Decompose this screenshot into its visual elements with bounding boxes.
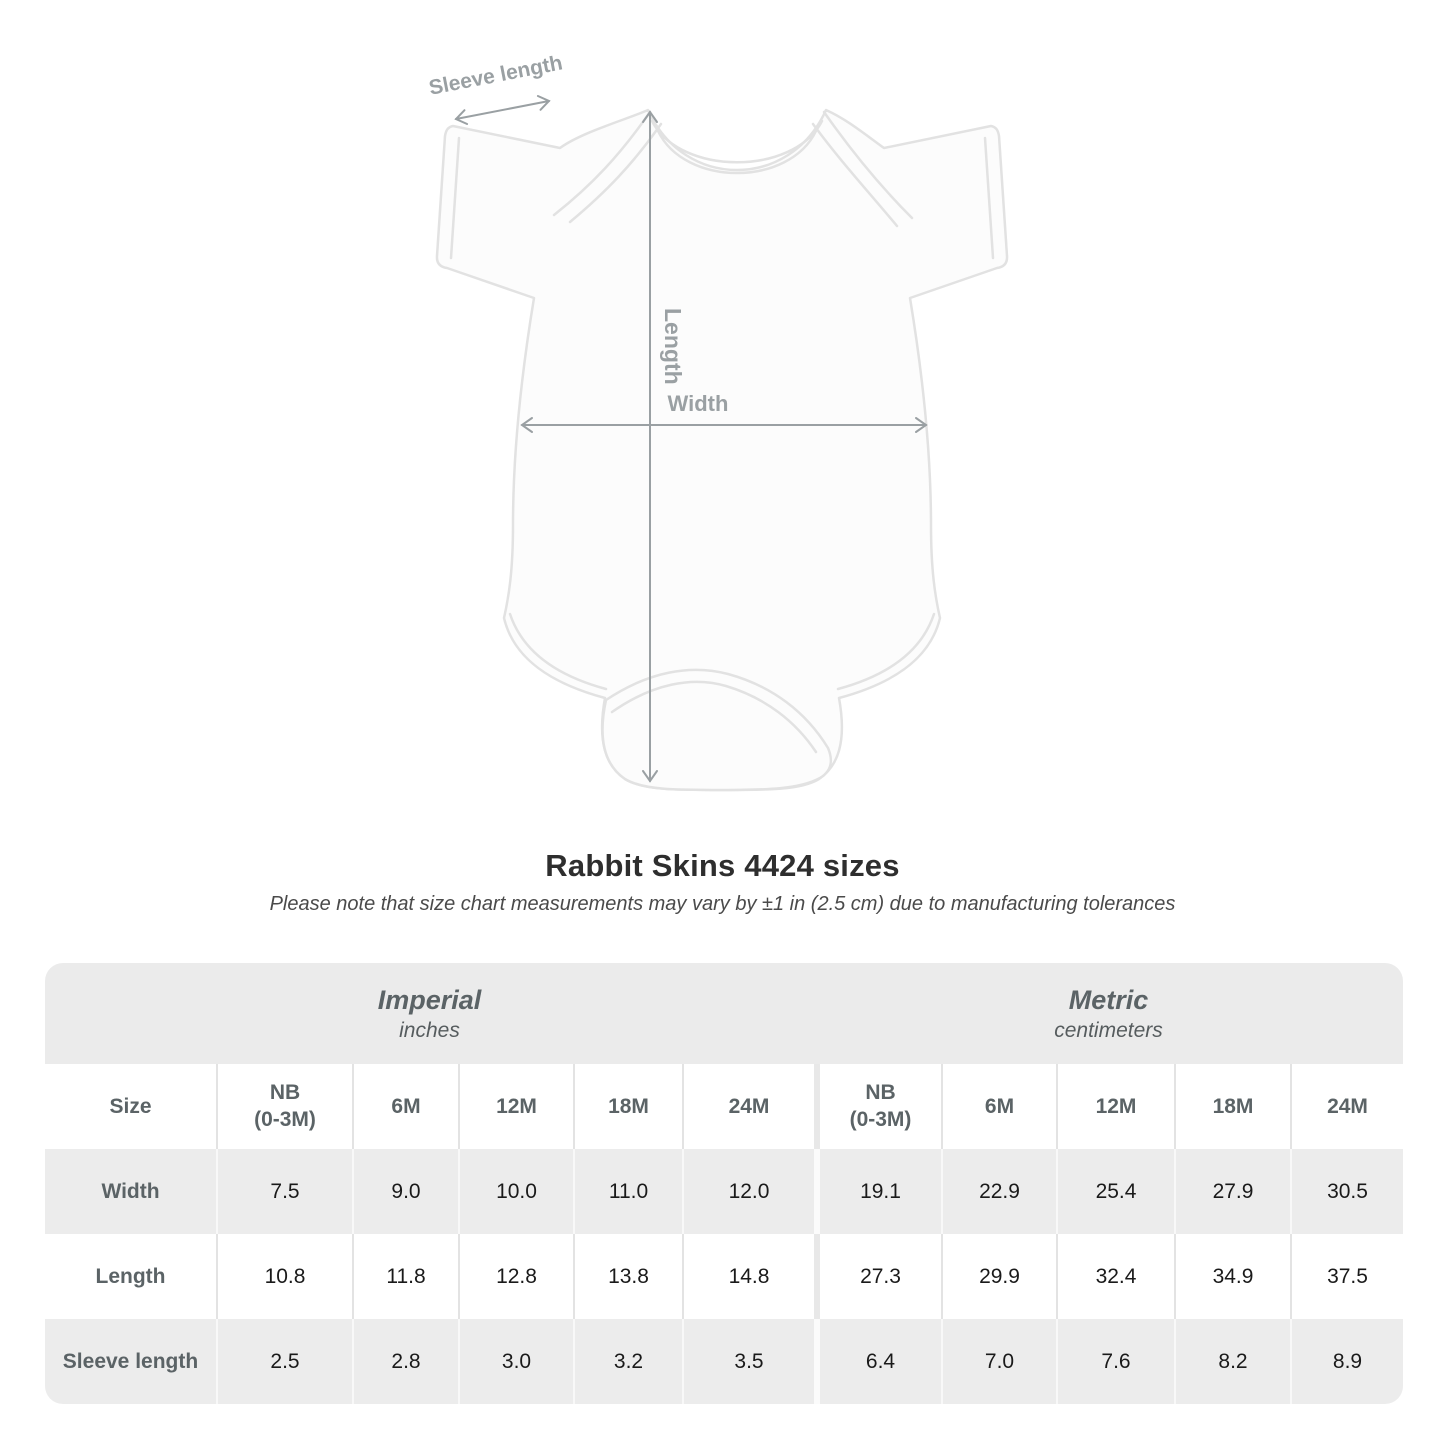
cell-sleeve-imperial-6m: 2.8 xyxy=(352,1319,458,1404)
bodysuit-illustration xyxy=(437,110,1007,790)
cell-sleeve-metric-18m: 8.2 xyxy=(1174,1319,1290,1404)
row-label-width: Width xyxy=(45,1149,216,1234)
col-header-metric-nb: NB (0-3M) xyxy=(814,1064,941,1149)
imperial-section-header xyxy=(45,963,814,1064)
cell-width-imperial-6m: 9.0 xyxy=(352,1149,458,1234)
cell-length-imperial-nb: 10.8 xyxy=(216,1234,352,1319)
length-label: Length xyxy=(660,308,686,385)
page-title: Rabbit Skins 4424 sizes xyxy=(545,848,900,883)
chart-heading xyxy=(0,848,1445,916)
row-label-sleeve-length: Sleeve length xyxy=(45,1319,216,1404)
cell-length-metric-18m: 34.9 xyxy=(1174,1234,1290,1319)
cell-width-imperial-18m: 11.0 xyxy=(573,1149,682,1234)
cell-sleeve-metric-6m: 7.0 xyxy=(941,1319,1056,1404)
cell-length-metric-6m: 29.9 xyxy=(941,1234,1056,1319)
cell-length-metric-24m: 37.5 xyxy=(1290,1234,1403,1319)
col-header-metric-6m: 6M xyxy=(941,1064,1056,1149)
col-header-imperial-nb: NB (0-3M) xyxy=(216,1064,352,1149)
col-header-imperial-12m: 12M xyxy=(458,1064,573,1149)
cell-sleeve-imperial-nb: 2.5 xyxy=(216,1319,352,1404)
cell-sleeve-metric-24m: 8.9 xyxy=(1290,1319,1403,1404)
cell-width-imperial-24m: 12.0 xyxy=(682,1149,814,1234)
cell-length-metric-nb: 27.3 xyxy=(814,1234,941,1319)
cell-width-metric-18m: 27.9 xyxy=(1174,1149,1290,1234)
size-table xyxy=(45,963,1403,1404)
imperial-unit: inches xyxy=(399,1018,460,1042)
col-header-imperial-24m: 24M xyxy=(682,1064,814,1149)
width-label: Width xyxy=(667,391,729,416)
cell-length-imperial-12m: 12.8 xyxy=(458,1234,573,1319)
cell-length-imperial-6m: 11.8 xyxy=(352,1234,458,1319)
sleeve-length-label: Sleeve length xyxy=(427,51,565,100)
sleeve-dimension-line xyxy=(456,101,549,119)
metric-unit: centimeters xyxy=(1054,1018,1163,1042)
metric-label: Metric xyxy=(1068,984,1149,1015)
cell-width-imperial-12m: 10.0 xyxy=(458,1149,573,1234)
col-header-metric-18m: 18M xyxy=(1174,1064,1290,1149)
cell-sleeve-imperial-12m: 3.0 xyxy=(458,1319,573,1404)
cell-length-imperial-18m: 13.8 xyxy=(573,1234,682,1319)
cell-width-metric-24m: 30.5 xyxy=(1290,1149,1403,1234)
col-header-imperial-18m: 18M xyxy=(573,1064,682,1149)
size-header-cell: Size xyxy=(45,1064,216,1149)
col-header-metric-24m: 24M xyxy=(1290,1064,1403,1149)
cell-length-imperial-24m: 14.8 xyxy=(682,1234,814,1319)
imperial-label: Imperial xyxy=(377,984,482,1015)
cell-width-metric-nb: 19.1 xyxy=(814,1149,941,1234)
cell-width-imperial-nb: 7.5 xyxy=(216,1149,352,1234)
cell-width-metric-12m: 25.4 xyxy=(1056,1149,1174,1234)
col-header-imperial-6m: 6M xyxy=(352,1064,458,1149)
cell-length-metric-12m: 32.4 xyxy=(1056,1234,1174,1319)
cell-sleeve-metric-nb: 6.4 xyxy=(814,1319,941,1404)
tolerance-note: Please note that size chart measurements may vary by ±1 in (2.5 cm) due to manufacturing tolerances xyxy=(269,893,1176,915)
cell-sleeve-metric-12m: 7.6 xyxy=(1056,1319,1174,1404)
cell-sleeve-imperial-18m: 3.2 xyxy=(573,1319,682,1404)
metric-section-header xyxy=(814,963,1403,1064)
row-label-length: Length xyxy=(45,1234,216,1319)
cell-sleeve-imperial-24m: 3.5 xyxy=(682,1319,814,1404)
col-header-metric-12m: 12M xyxy=(1056,1064,1174,1149)
cell-width-metric-6m: 22.9 xyxy=(941,1149,1056,1234)
